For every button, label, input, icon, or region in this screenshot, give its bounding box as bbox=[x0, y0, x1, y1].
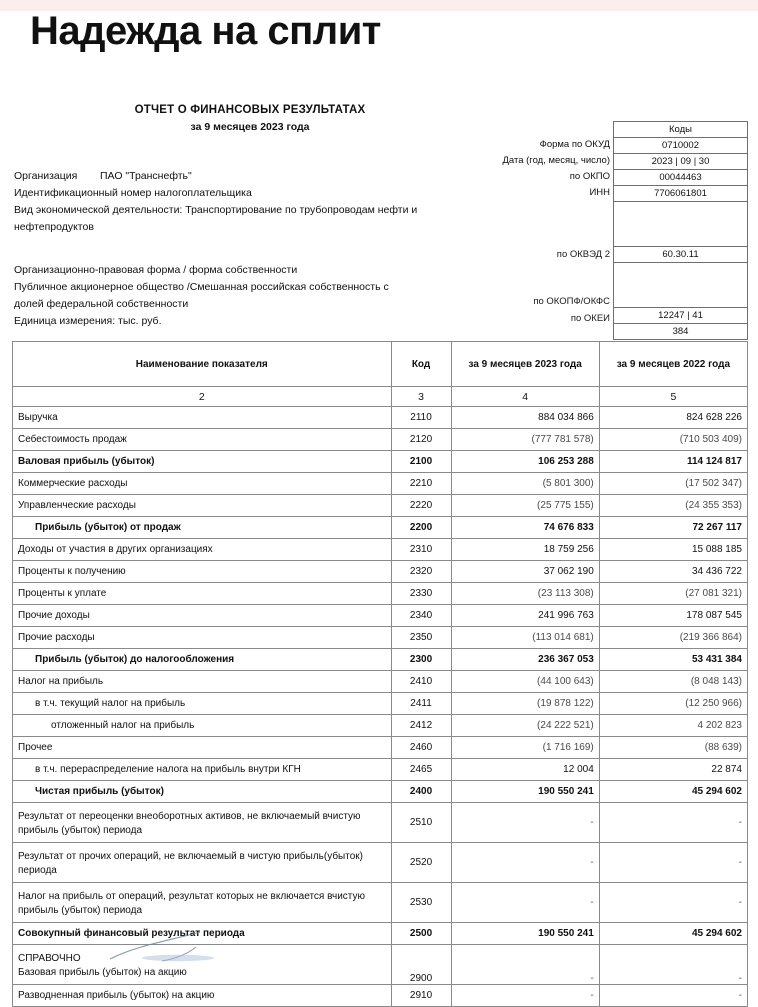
codes-value-date: 2023 | 09 | 30 bbox=[614, 154, 748, 170]
table-row bbox=[13, 473, 748, 495]
table-row bbox=[13, 627, 748, 649]
row-value-2023: 12 004 bbox=[451, 759, 599, 781]
codes-label-okved: по ОКВЭД 2 bbox=[556, 249, 610, 260]
column-number-2022: 5 bbox=[599, 387, 747, 407]
table-row bbox=[13, 451, 748, 473]
row-label-line-2: чистую прибыль (убыток) периода bbox=[18, 810, 361, 836]
codes-value-inn: 7706061801 bbox=[614, 186, 748, 202]
unit-of-measure: Единица измерения: тыс. руб. bbox=[14, 315, 162, 327]
row-label: Прибыль (убыток) от продаж bbox=[13, 517, 392, 539]
row-value-2023: (23 113 308) bbox=[451, 583, 599, 605]
row-value-2022: 45 294 602 bbox=[599, 923, 747, 945]
row-code: 2340 bbox=[391, 605, 451, 627]
row-code: 2120 bbox=[391, 429, 451, 451]
row-code: 2460 bbox=[391, 737, 451, 759]
row-code: 2320 bbox=[391, 561, 451, 583]
row-value-2022: (219 366 864) bbox=[599, 627, 747, 649]
table-row bbox=[13, 605, 748, 627]
row-value-2023: (1 716 169) bbox=[451, 737, 599, 759]
row-label-line-1: Результат от прочих операций, не включаемый в чистую прибыль bbox=[18, 850, 324, 862]
row-value-2023: 18 759 256 bbox=[451, 539, 599, 561]
organization-label: Организация bbox=[14, 170, 78, 182]
row-value-2023: 106 253 288 bbox=[451, 451, 599, 473]
row-label: в т.ч. текущий налог на прибыль bbox=[13, 693, 392, 715]
column-header-2022: за 9 месяцев 2022 года bbox=[599, 342, 747, 387]
row-value-2022: - bbox=[599, 945, 747, 985]
row-value-2023: 236 367 053 bbox=[451, 649, 599, 671]
table-row bbox=[13, 429, 748, 451]
row-value-2022: (27 081 321) bbox=[599, 583, 747, 605]
row-value-2022: (710 503 409) bbox=[599, 429, 747, 451]
row-code: 2210 bbox=[391, 473, 451, 495]
row-value-2023: - bbox=[451, 945, 599, 985]
row-value-2022: (8 048 143) bbox=[599, 671, 747, 693]
table-row bbox=[13, 693, 748, 715]
codes-row-okpo bbox=[614, 170, 748, 186]
row-code: 2220 bbox=[391, 495, 451, 517]
table-row bbox=[13, 649, 748, 671]
table-row bbox=[13, 715, 748, 737]
codes-value-okud: 0710002 bbox=[614, 138, 748, 154]
row-value-2022: - bbox=[599, 883, 747, 923]
row-value-2023: (25 775 155) bbox=[451, 495, 599, 517]
row-value-2023: 190 550 241 bbox=[451, 923, 599, 945]
codes-label-date: Дата (год, месяц, число) bbox=[502, 155, 610, 166]
table-row bbox=[13, 671, 748, 693]
row-value-2023: 37 062 190 bbox=[451, 561, 599, 583]
column-header-name: Наименование показателя bbox=[13, 342, 392, 387]
table-row bbox=[13, 539, 748, 561]
row-label-line-1: Налог на прибыль от операций, результат которых не включается в bbox=[18, 890, 332, 902]
codes-label-okei: по ОКЕИ bbox=[570, 313, 610, 324]
table-row bbox=[13, 495, 748, 517]
table-row bbox=[13, 803, 748, 843]
row-code: 2300 bbox=[391, 649, 451, 671]
codes-row-spacer-1 bbox=[614, 202, 748, 247]
row-code: 2411 bbox=[391, 693, 451, 715]
codes-table bbox=[613, 121, 748, 340]
codes-value-okei: 384 bbox=[614, 324, 748, 340]
table-header-row bbox=[13, 342, 748, 387]
row-code: 2200 bbox=[391, 517, 451, 539]
row-value-2023: (113 014 681) bbox=[451, 627, 599, 649]
row-label: в т.ч. перераспределение налога на прибыль внутри КГН bbox=[13, 759, 392, 781]
row-label: Прибыль (убыток) до налогообложения bbox=[13, 649, 392, 671]
column-number-name: 2 bbox=[13, 387, 392, 407]
table-column-numbers-row bbox=[13, 387, 748, 407]
row-value-2023: (19 878 122) bbox=[451, 693, 599, 715]
row-value-2023: (44 100 643) bbox=[451, 671, 599, 693]
codes-row-okopf bbox=[614, 308, 748, 324]
row-value-2022: 4 202 823 bbox=[599, 715, 747, 737]
row-code: 2400 bbox=[391, 781, 451, 803]
organization-line bbox=[14, 168, 484, 185]
row-value-2023: (5 801 300) bbox=[451, 473, 599, 495]
row-value-2022: 15 088 185 bbox=[599, 539, 747, 561]
row-label-text: Базовая прибыль (убыток) на акцию bbox=[18, 966, 187, 978]
row-value-2022: - bbox=[599, 985, 747, 1007]
legal-form-label: Организационно-правовая форма / форма собственности bbox=[14, 264, 298, 276]
row-value-2022: 178 087 545 bbox=[599, 605, 747, 627]
column-number-code: 3 bbox=[391, 387, 451, 407]
codes-label-inn: ИНН bbox=[589, 187, 610, 198]
row-code: 2910 bbox=[391, 985, 451, 1007]
financial-results-table bbox=[12, 341, 748, 1007]
row-value-2023: 190 550 241 bbox=[451, 781, 599, 803]
report-heading: ОТЧЕТ О ФИНАНСОВЫХ РЕЗУЛЬТАТАХ bbox=[134, 104, 366, 116]
row-value-2022: 34 436 722 bbox=[599, 561, 747, 583]
row-label: Выручка bbox=[13, 407, 392, 429]
row-value-2023: (777 781 578) bbox=[451, 429, 599, 451]
column-number-2023: 4 bbox=[451, 387, 599, 407]
column-header-2023: за 9 месяцев 2023 года bbox=[451, 342, 599, 387]
row-label: Коммерческие расходы bbox=[13, 473, 392, 495]
table-row bbox=[13, 883, 748, 923]
row-value-2022: 72 267 117 bbox=[599, 517, 747, 539]
row-label-line-1: Результат от переоценки внеоборотных активов, не включаемый в bbox=[18, 810, 328, 822]
legal-form-value: Публичное акционерное общество /Смешанная российская собственность с bbox=[14, 281, 389, 293]
row-label-line-2: чистую прибыль (убыток) периода bbox=[18, 890, 365, 916]
codes-header-cell: Коды bbox=[614, 122, 748, 138]
row-value-2022: 22 874 bbox=[599, 759, 747, 781]
row-label: Проценты к получению bbox=[13, 561, 392, 583]
codes-value-okopf: 12247 | 41 bbox=[614, 308, 748, 324]
row-code: 2412 bbox=[391, 715, 451, 737]
row-value-2022: 824 628 226 bbox=[599, 407, 747, 429]
row-value-2023: (24 222 521) bbox=[451, 715, 599, 737]
reference-heading: СПРАВОЧНО bbox=[18, 952, 81, 964]
table-row bbox=[13, 561, 748, 583]
row-value-2022: 114 124 817 bbox=[599, 451, 747, 473]
codes-value-okpo: 00044463 bbox=[614, 170, 748, 186]
codes-label-okpo: по ОКПО bbox=[569, 171, 610, 182]
codes-spacer-cell-2 bbox=[614, 263, 748, 308]
table-row bbox=[13, 737, 748, 759]
row-value-2023: - bbox=[451, 803, 599, 843]
table-row bbox=[13, 759, 748, 781]
row-label: Совокупный финансовый результат периода bbox=[13, 923, 392, 945]
row-value-2023: - bbox=[451, 883, 599, 923]
row-label: Прочее bbox=[13, 737, 392, 759]
table-row bbox=[13, 985, 748, 1007]
row-label: Доходы от участия в других организациях bbox=[13, 539, 392, 561]
row-code: 2330 bbox=[391, 583, 451, 605]
row-code: 2500 bbox=[391, 923, 451, 945]
row-code: 2350 bbox=[391, 627, 451, 649]
row-label: Валовая прибыль (убыток) bbox=[13, 451, 392, 473]
codes-row-inn bbox=[614, 186, 748, 202]
codes-value-okved: 60.30.11 bbox=[614, 247, 748, 263]
row-value-2022: (17 502 347) bbox=[599, 473, 747, 495]
row-value-2022: 45 294 602 bbox=[599, 781, 747, 803]
row-value-2023: - bbox=[451, 985, 599, 1007]
row-value-2022: 53 431 384 bbox=[599, 649, 747, 671]
row-value-2023: 884 034 866 bbox=[451, 407, 599, 429]
row-code: 2310 bbox=[391, 539, 451, 561]
row-value-2022: (24 355 353) bbox=[599, 495, 747, 517]
legal-form-block bbox=[14, 262, 484, 330]
table-row bbox=[13, 843, 748, 883]
row-value-2023: 74 676 833 bbox=[451, 517, 599, 539]
row-code: 2530 bbox=[391, 883, 451, 923]
row-value-2022: - bbox=[599, 803, 747, 843]
row-value-2022: (12 250 966) bbox=[599, 693, 747, 715]
row-code: 2465 bbox=[391, 759, 451, 781]
table-row bbox=[13, 945, 748, 985]
row-code: 2510 bbox=[391, 803, 451, 843]
codes-row-okud bbox=[614, 138, 748, 154]
row-value-2023: - bbox=[451, 843, 599, 883]
table-row bbox=[13, 781, 748, 803]
row-label: Чистая прибыль (убыток) bbox=[13, 781, 392, 803]
column-header-code: Код bbox=[391, 342, 451, 387]
codes-row-date bbox=[614, 154, 748, 170]
codes-spacer-cell-1 bbox=[614, 202, 748, 247]
codes-row-spacer-2 bbox=[614, 263, 748, 308]
row-label bbox=[13, 883, 392, 923]
page-title: Надежда на сплит bbox=[30, 9, 381, 53]
row-code: 2100 bbox=[391, 451, 451, 473]
row-label: Управленческие расходы bbox=[13, 495, 392, 517]
codes-label-okopf: по ОКОПФ/ОКФС bbox=[533, 296, 610, 307]
codes-label-okud: Форма по ОКУД bbox=[539, 139, 610, 150]
row-label: Прочие расходы bbox=[13, 627, 392, 649]
organization-info-block bbox=[14, 168, 484, 236]
row-value-2023: 241 996 763 bbox=[451, 605, 599, 627]
codes-row-okei bbox=[614, 324, 748, 340]
row-label: Разводненная прибыль (убыток) на акцию bbox=[13, 985, 392, 1007]
legal-form-value-cont: долей федеральной собственности bbox=[14, 298, 189, 310]
codes-row-okved bbox=[614, 247, 748, 263]
row-code: 2110 bbox=[391, 407, 451, 429]
row-value-2022: (88 639) bbox=[599, 737, 747, 759]
codes-row-header bbox=[614, 122, 748, 138]
activity-line-cont: нефтепродуктов bbox=[14, 221, 94, 233]
organization-value: ПАО "Транснефть" bbox=[100, 170, 192, 182]
row-code: 2900 bbox=[391, 945, 451, 985]
row-code: 2410 bbox=[391, 671, 451, 693]
table-row bbox=[13, 407, 748, 429]
report-period: за 9 месяцев 2023 года bbox=[190, 121, 310, 133]
row-label bbox=[13, 843, 392, 883]
table-row bbox=[13, 583, 748, 605]
row-label bbox=[13, 945, 392, 985]
row-label: Налог на прибыль bbox=[13, 671, 392, 693]
table-row-total bbox=[13, 923, 748, 945]
row-value-2022: - bbox=[599, 843, 747, 883]
activity-line: Вид экономической деятельности: Транспортирование по трубопроводам нефти и bbox=[14, 204, 418, 216]
row-code: 2520 bbox=[391, 843, 451, 883]
table-row bbox=[13, 517, 748, 539]
inn-label-line: Идентификационный номер налогоплательщика bbox=[14, 187, 252, 199]
row-label: отложенный налог на прибыль bbox=[13, 715, 392, 737]
row-label: Проценты к уплате bbox=[13, 583, 392, 605]
row-label: Себестоимость продаж bbox=[13, 429, 392, 451]
row-label: Прочие доходы bbox=[13, 605, 392, 627]
row-label bbox=[13, 803, 392, 843]
row-label-line-2: (убыток) периода bbox=[18, 850, 363, 876]
